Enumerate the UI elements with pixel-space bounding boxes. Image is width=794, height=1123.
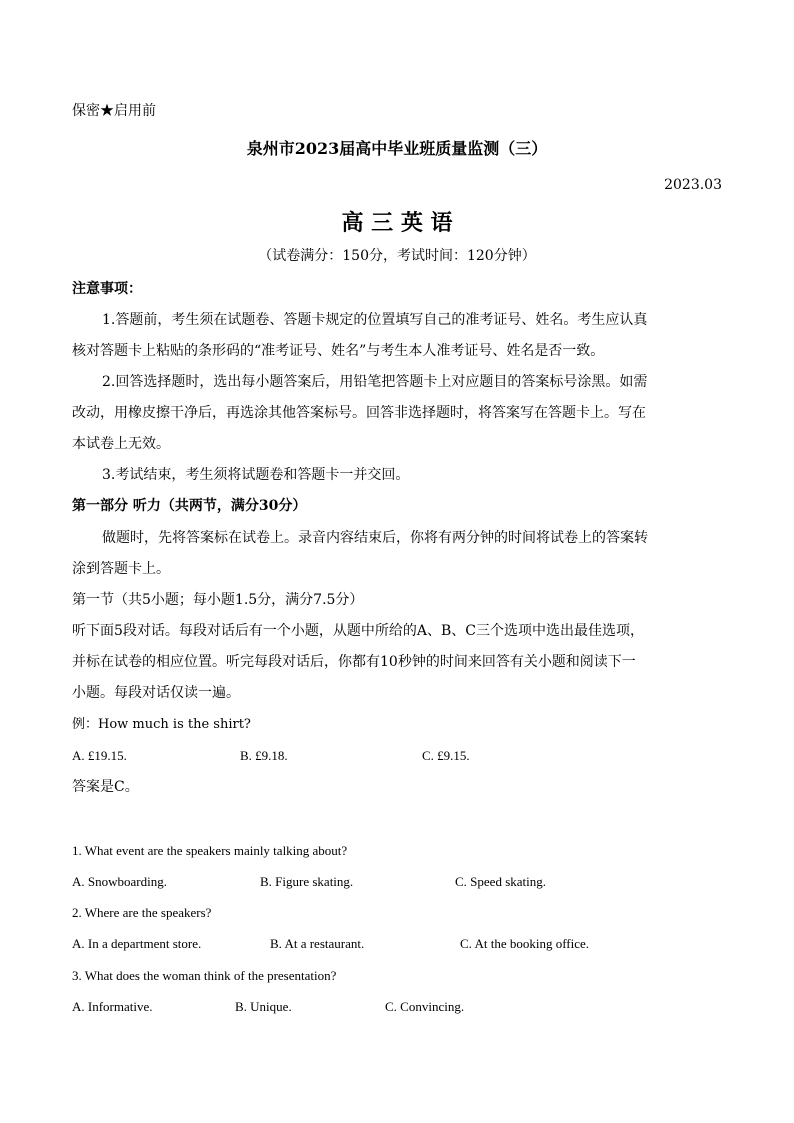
notice-item-2-line-2: 改动，用橡皮擦干净后，再选涂其他答案标号。回答非选择题时，将答案写在答题卡上。写在 xyxy=(72,405,646,421)
section1-heading: 第一节（共5小题；每小题1.5分，满分7.5分） xyxy=(72,592,364,608)
question-1-text: 1. What event are the speakers mainly talking about? xyxy=(72,843,348,858)
example-option-c: C. £9.15. xyxy=(422,748,470,763)
section1-line-2: 并标在试卷的相应位置。听完每段对话后，你都有10秒钟的时间来回答有关小题和阅读下一 xyxy=(72,654,636,670)
section1-line-3: 小题。每段对话仅读一遍。 xyxy=(72,685,240,701)
question-2-option-c: C. At the booking office. xyxy=(460,936,590,951)
notice-heading: 注意事项： xyxy=(72,281,142,297)
question-1-option-a: A. Snowboarding. xyxy=(72,874,167,889)
example-option-b: B. £9.18. xyxy=(240,748,288,763)
question-1-option-b: B. Figure skating. xyxy=(260,874,354,889)
part1-intro-line-1: 做题时，先将答案标在试卷上。录音内容结束后，你将有两分钟的时间将试卷上的答案转 xyxy=(102,530,648,546)
notice-item-1-line-2: 核对答题卡上粘贴的条形码的“准考证号、姓名”与考生本人准考证号、姓名是否一致。 xyxy=(72,343,605,359)
notice-item-2-line-3: 本试卷上无效。 xyxy=(72,436,170,452)
exam-info: （试卷满分：150分，考试时间：120分钟） xyxy=(258,248,536,264)
confidential-mark: 保密★启用前 xyxy=(72,103,156,119)
question-3-option-c: C. Convincing. xyxy=(385,999,465,1014)
example-option-a: A. £19.15. xyxy=(72,748,127,763)
exam-date: 2023.03 xyxy=(664,177,722,193)
exam-title: 泉州市2023届高中毕业班质量监测（三） xyxy=(246,139,548,158)
question-2-text: 2. Where are the speakers? xyxy=(72,905,212,920)
notice-item-3: 3.考试结束，考生须将试题卷和答题卡一并交回。 xyxy=(102,467,410,483)
example-question: 例：How much is the shirt? xyxy=(72,717,251,732)
question-1-option-c: C. Speed skating. xyxy=(455,874,546,889)
notice-item-1-line-1: 1.答题前，考生须在试题卷、答题卡规定的位置填写自己的准考证号、姓名。考生应认真 xyxy=(102,312,648,328)
question-2-option-a: A. In a department store. xyxy=(72,936,202,951)
question-3-option-b: B. Unique. xyxy=(235,999,292,1014)
section1-line-1: 听下面5段对话。每段对话后有一个小题，从题中所给的A、B、C三个选项中选出最佳选项， xyxy=(72,623,645,639)
question-3-text: 3. What does the woman think of the presentation? xyxy=(72,968,337,983)
part1-heading: 第一部分 听力（共两节，满分30分） xyxy=(72,498,307,514)
question-2-option-b: B. At a restaurant. xyxy=(270,936,365,951)
part1-intro-line-2: 涂到答题卡上。 xyxy=(72,561,170,577)
notice-item-2-line-1: 2.回答选择题时，选出每小题答案后，用铅笔把答题卡上对应题目的答案标号涂黑。如需 xyxy=(102,374,648,390)
question-3-option-a: A. Informative. xyxy=(72,999,153,1014)
subject-title: 高 三 英 语 xyxy=(341,210,453,236)
example-answer: 答案是C。 xyxy=(72,779,139,795)
